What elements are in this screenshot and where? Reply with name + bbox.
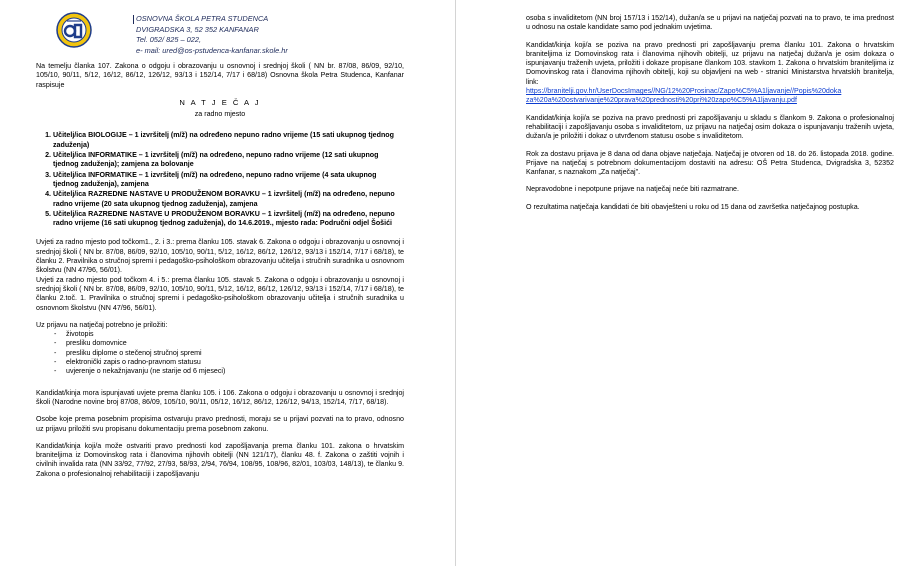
position-item: 2. Učitelj/ica INFORMATIKE – 1 izvršitelj (m/ž) na određeno, nepuno radno vrijeme (12 sati ukupnog tjednog zaduženja); zamjena za bolovanje: [53, 151, 404, 170]
position-item: 1. Učitelj/ica BIOLOGIJE – 1 izvršitelj (m/ž) na određeno nepuno radno vrijeme (15 sati ukupnog tjednog zaduženja): [53, 131, 404, 150]
position-item: 5. Učitelj/ica RAZREDNE NASTAVE U PRODUŽENOM BORAVKU – 1 izvršitelj (m/ž) na određeno, nepuno radno vrijeme (16 sati ukupnog tjednog zaduženja), do 14.6.2019., mjesto rada: Područni odjel Šošići: [53, 210, 404, 229]
special-rights-paragraph: Osobe koje prema posebnim propisima ostvaruju pravo prednosti, moraju se u prijavi pozvati na to pravo, odnosno uz prijavu priložiti svu propisanu dokumentaciju prema posebnom zakonu.: [36, 415, 404, 433]
document-subtitle: za radno mjesto: [194, 110, 246, 119]
ministry-document-link[interactable]: https://branitelji.gov.hr/UserDocsImages//NG/12%20Prosinac/Zapo%C5%A1ljavanje//Popis%20doka za%20a%20ostvarivanje%20prava%20prednosti%20pri%20zapo%C5%A1ljavanju.pdf: [526, 87, 842, 105]
left-page: [36, 0, 404, 487]
school-address: DVIGRADSKA 3, 52 352 KANFANAR: [136, 24, 259, 34]
right-page: [526, 14, 894, 220]
school-email: e- mail: ured@os-pstudenca-kanfanar.skole.hr: [136, 45, 288, 55]
page-divider: [455, 0, 456, 566]
conditions-paragraph-2: Uvjeti za radno mjesto pod točkom 4. i 5.: prema članku 105. stavak 5. Zakona o odgoju i obrazovanju u osnovnoj i srednjoj školi ( NN br. 87/08, 86/09, 92/10, 105/10, 90/11, 5/12, 16/12, 86/12, 126/12, 93/13 i 152/14, 7/17 i 68/18), te članku 2.toč. 1. Pravilnika o stručnoj spremi i pedagoško-psihološkom obrazovanju učitelja i stručnih suradnika u osnovnom školstvu (NN 47/96, 56/01).: [36, 275, 404, 312]
letterhead: [36, 0, 404, 62]
position-item: 4. Učitelj/ica RAZREDNE NASTAVE U PRODUŽENOM BORAVKU – 1 izvršitelj (m/ž) na određeno, nepuno radno vrijeme (20 sata ukupnog tjednog zaduženja), zamjena: [53, 190, 404, 209]
positions-list: [36, 131, 404, 228]
priority-rights-paragraph: Kandidat/kinja koji/a može ostvariti pravo prednosti kod zapošljavanja prema članku 101. zakona o hrvatskim braniteljima iz Domovinskog rata i članovima njihovih obitelji (NN 121/17), članku 48. f. Zakona o zaštiti vojnih i civilnih invalida rata (NN 33/92, 77/92, 27/93, 58/93, 2/94, 76/94, 108/95, 108/96, 82/01, 103/03, 148/13), te članku 9. Zakona o profesionalnoj rehabilitaciji i zapošljavanju: [36, 441, 404, 478]
position-item: 3. Učitelj/ica INFORMATIKE – 1 izvršitelj (m/ž) na određeno, nepuno radno vrijeme (4 sata ukupnog tjednog zaduženja), zamjena: [53, 171, 404, 190]
attachments-intro: Uz prijavu na natječaj potrebno je priložiti:: [36, 320, 168, 329]
school-name: OSNOVNA ŠKOLA PETRA STUDENCA: [136, 14, 269, 23]
incomplete-applications-paragraph: Nepravodobne i nepotpune prijave na natječaj neće biti razmatrane.: [526, 185, 739, 194]
school-logo-icon: [56, 12, 92, 48]
deadline-paragraph: Rok za dostavu prijava je 8 dana od dana objave natječaja. Natječaj je otvoren od 18. do 26. listopada 2018. godine. Prijave na natječaj s potrebnom dokumentacijom dostaviti na adresu: OŠ Petra Studenca, Dvigradska 3, 52352 Kanfanar, s naznakom „Za natječaj".: [526, 149, 894, 177]
header-text-cursor: [133, 15, 134, 24]
school-info: [136, 14, 288, 56]
results-paragraph: O rezultatima natječaja kandidati će biti obavješteni u roku od 15 dana od završetka natječajnog postupka.: [526, 202, 860, 211]
continued-paragraph: osoba s invaliditetom (NN broj 157/13 i 152/14), dužan/a se u prijavi na natječaj pozvati na to pravo, te ima prednost u odnosu na ostale kandidate samo pod jednakim uvjetima.: [526, 14, 894, 32]
article-101-paragraph: Kandidat/kinja koji/a se poziva na pravo prednosti pri zapošljavanju prema članku 101. Zakona o hrvatskim braniteljima iz Domovinskog rata i članovima njihovih obitelji, uz prijavu na natječaj dužan/a je osim dokaza o ispunjavanju traženih uvjeta, priložiti i dokaze propisane člankom 103. stavkom 1. Zakona o hrvatskim braniteljima iz Domovinskog rata i članovima njihovih obitelji, koji su objavljeni na web - stranici Ministarstva hrvatskih branitelja, link:: [526, 40, 894, 86]
attachment-item: - presliku diplome o stečenoj stručnoj spremi: [36, 349, 404, 358]
attachments-list: [36, 330, 404, 376]
article-9-paragraph: Kandidat/kinja koji/a se poziva na pravo prednosti pri zapošljavanju u skladu s člankom 9. Zakona o profesionalnoj rehabilitaciji i zapošljavanju osoba s invaliditetom, uz prijavu na natječaj osim dokaza o ispunjavanju traženih uvjeta, dužan/a je priložiti i dokaz o utvrđenom statusu osobe s invaliditetom.: [526, 113, 894, 141]
candidate-conditions-paragraph: Kandidat/kinja mora ispunjavati uvjete prema članku 105. i 106. Zakona o odgoju i obrazovanju u osnovnoj i srednjoj školi (Narodne novine broj 87/08, 86/09, 105/10, 90/11, 05/12, 16/12, 86/12, 126/12, 94/13, 152/14, 7/17, 68/18).: [36, 388, 404, 406]
attachment-item: - presliku domovnice: [36, 339, 404, 348]
document-title: N A T J E Č A J: [179, 97, 261, 107]
attachment-item: - uvjerenje o nekažnjavanju (ne starije od 6 mjeseci): [36, 367, 404, 376]
school-phone: Tel. 052/ 825 – 022,: [136, 35, 202, 44]
intro-paragraph: Na temelju članka 107. Zakona o odgoju i obrazovanju u osnovnoj i srednjoj školi ( NN br. 87/08, 86/09, 92/10, 105/10, 90/11, 5/12, 16/12, 86/12, 126/12, 93/13 i 152/14, 7/17 i 68/18) Osnovna škola Petra Studenca, Kanfanar raspisuje: [36, 62, 404, 89]
attachment-item: - elektronički zapis o radno-pravnom statusu: [36, 358, 404, 367]
attachment-item: - životopis: [36, 330, 404, 339]
conditions-paragraph-1: Uvjeti za radno mjesto pod točkom1., 2. i 3.: prema članku 105. stavak 6. Zakona o odgoju i obrazovanju u osnovnoj i srednjoj školi ( NN br. 87/08, 86/09, 92/10, 105/10, 90/11, 5/12, 16/12, 86/12, 126/12, 93/13 i 152/14, 7/17 i 68/18), te članku 2. Pravilnika o stručnoj spremi i pedagoško-psihološkom obrazovanju učitelja i stručnih suradnika u osnovnom školstvu (NN 47/96, 56/01).: [36, 238, 404, 275]
